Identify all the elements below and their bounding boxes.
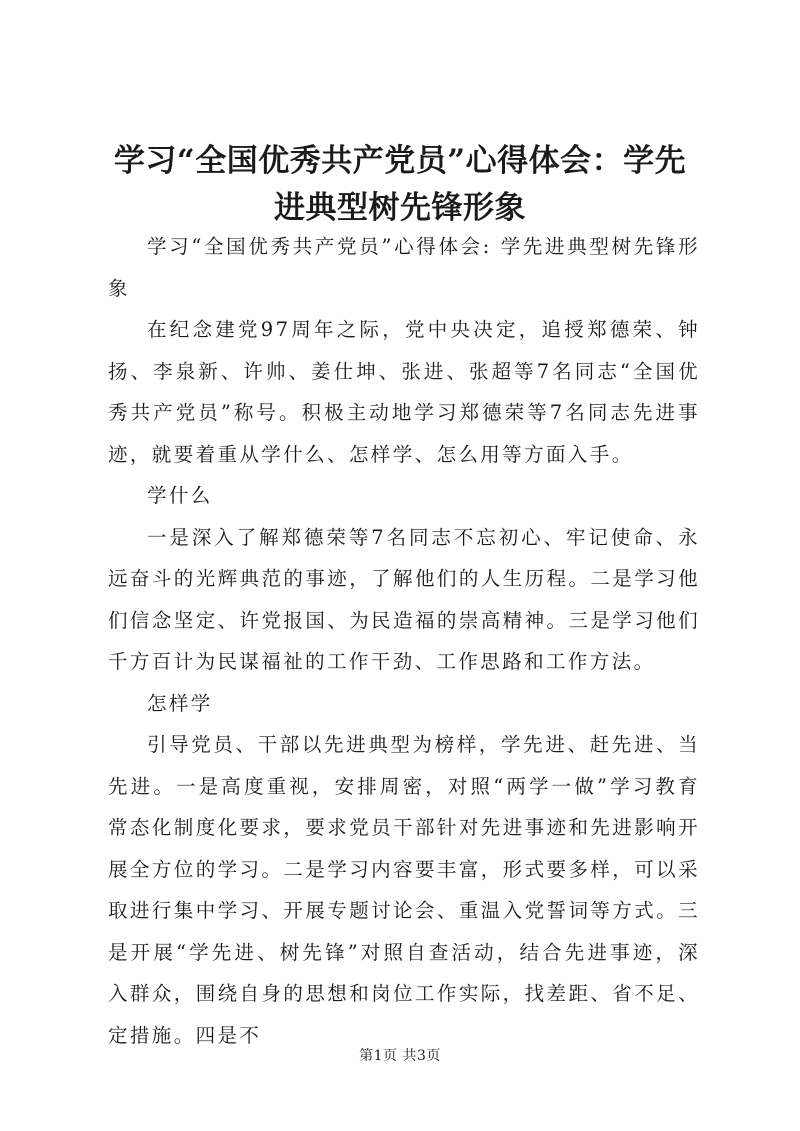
section-heading-how-to-learn: 怎样学 [147, 691, 213, 715]
paragraph-subtitle: 学习“全国优秀共产党员”心得体会: 学先进典型树先锋形象 [108, 235, 700, 300]
paragraph-what-to-learn: 一是深入了解郑德荣等7名同志不忘初心、牢记使命、永远奋斗的光辉典范的事迹，了解他们的人生历程。二是学习他们信念坚定、许党报国、为民造福的崇高精神。三是学习他们千方百计为民谋福祉的工作干劲、工作思路和工作方法。 [108, 525, 700, 673]
document-title: 学习“全国优秀共产党员”心得体会：学先进典型树先锋形象 [113, 143, 687, 226]
section-heading-what-to-learn: 学什么 [147, 484, 213, 507]
paragraph-how-to-learn: 引导党员、干部以先进典型为榜样，学先进、赶先进、当先进。一是高度重视，安排周密，对照“两学一做”学习教育常态化制度化要求，要求党员干部针对先进事迹和先进影响开展全方位的学习。二是学习内容要丰富，形式要多样，可以采取进行集中学习、开展专题讨论会、重温入党誓词等方式。三是开展“学先进、树先锋”对照自查活动，结合先进事迹，深入群众，围绕自身的思想和岗位工作实际，找差距、省不足、定措施。四是不 [108, 733, 700, 1047]
document-body [108, 226, 700, 1056]
paragraph-intro: 在纪念建党97周年之际，党中央决定，追授郑德荣、钟扬、李泉新、许帅、姜仕坤、张进、张超等7名同志“全国优秀共产党员”称号。积极主动地学习郑德荣等7名同志先进事迹，就要着重从学什么、怎样学、怎么用等方面入手。 [108, 318, 700, 466]
page-number-footer: 第1页 共3页 [359, 1048, 441, 1064]
